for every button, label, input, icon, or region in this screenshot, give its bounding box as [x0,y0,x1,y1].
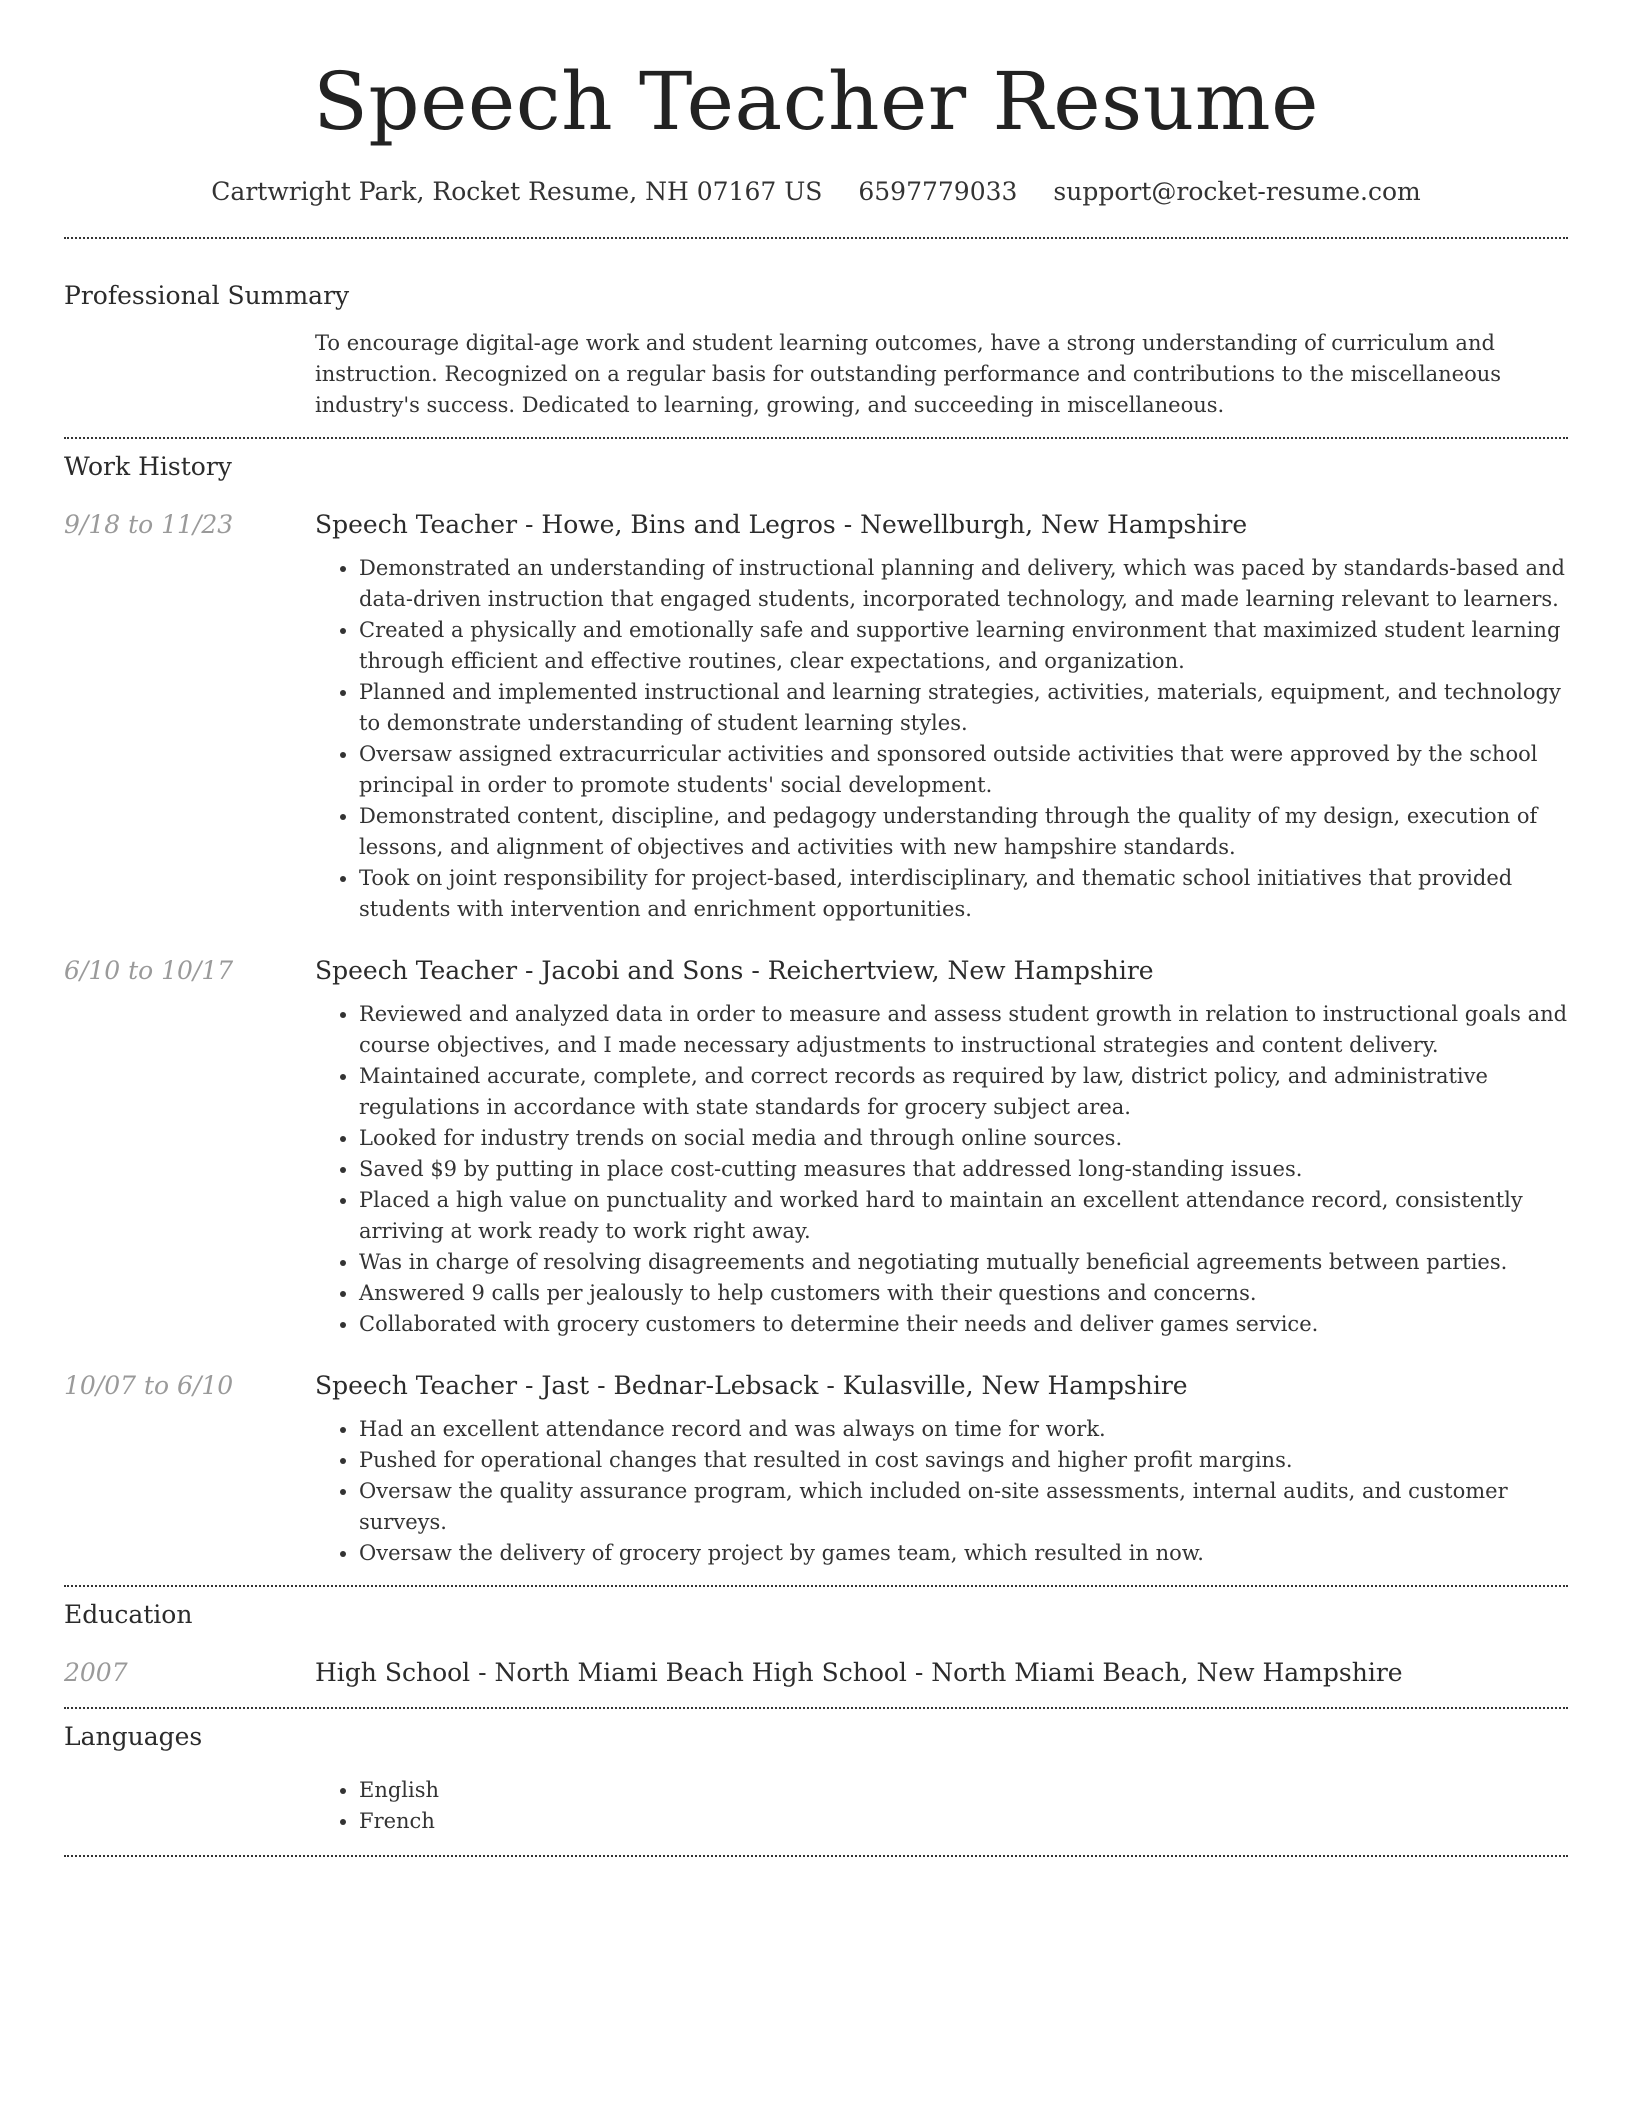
languages-list [315,1775,1568,1837]
education-entry [64,1655,1568,1691]
education-section [64,1597,1568,1691]
list-item: • Maintained accurate, complete, and correct records as required by law, district policy, and administrative regulations in accordance with state standards for grocery subject area. [359,1061,1568,1123]
contact-email: support@rocket-resume.com [1053,177,1421,206]
job-bullets [315,553,1568,925]
divider [64,1707,1568,1709]
summary-text: To encourage digital-age work and student learning outcomes, have a strong understanding of curriculum and instruction. Recognized on a regular basis for outstanding performance and contributions to the miscellaneous industry's success. Dedicated to learning, growing, and succeeding in miscellaneous. [315,331,1502,417]
list-item: • Looked for industry trends on social media and through online sources. [359,1123,1568,1154]
job-entry [64,953,1568,1340]
summary-heading: Professional Summary [64,281,350,310]
list-item: • Planned and implemented instructional and learning strategies, activities, materials, equipment, and technology to demonstrate understanding of student learning styles. [359,677,1568,739]
divider [64,1585,1568,1587]
list-item: • Oversaw the quality assurance program, which included on-site assessments, internal audits, and customer surveys. [359,1476,1568,1538]
contact-line [64,174,1568,210]
divider [64,1855,1568,1857]
list-item: • French [359,1806,1568,1837]
education-year: 2007 [64,1658,128,1687]
list-item: • Was in charge of resolving disagreements and negotiating mutually beneficial agreements between parties. [359,1247,1568,1278]
job-bullets [315,999,1568,1340]
job-entry [64,507,1568,925]
languages-heading: Languages [64,1722,203,1751]
divider [64,437,1568,439]
job-dates: 10/07 to 6/10 [64,1371,234,1400]
languages-section [64,1719,1568,1837]
job-title: Speech Teacher - Howe, Bins and Legros - Newellburgh, New Hampshire [315,510,1248,539]
job-title: Speech Teacher - Jacobi and Sons - Reichertview, New Hampshire [315,956,1154,985]
list-item: • Saved $9 by putting in place cost-cutting measures that addressed long-standing issues. [359,1154,1568,1185]
list-item: • Oversaw assigned extracurricular activities and sponsored outside activities that were approved by the school principal in order to promote students' social development. [359,739,1568,801]
list-item: • Answered 9 calls per jealously to help customers with their questions and concerns. [359,1278,1568,1309]
education-heading: Education [64,1600,193,1629]
contact-phone: 6597779033 [858,177,1018,206]
list-item: • English [359,1775,1568,1806]
work-history-heading: Work History [64,452,232,481]
list-item: • Created a physically and emotionally safe and supportive learning environment that maximized student learning through efficient and effective routines, clear expectations, and organization. [359,615,1568,677]
divider [64,237,1568,239]
list-item: • Demonstrated content, discipline, and pedagogy understanding through the quality of my design, execution of lessons, and alignment of objectives and activities with new hampshire standards. [359,801,1568,863]
list-item: • Reviewed and analyzed data in order to measure and assess student growth in relation to instructional goals and course objectives, and I made necessary adjustments to instructional strategies and content delivery. [359,999,1568,1061]
list-item: • Collaborated with grocery customers to determine their needs and deliver games service. [359,1309,1568,1340]
education-title: High School - North Miami Beach High School - North Miami Beach, New Hampshire [315,1658,1403,1687]
list-item: • Oversaw the delivery of grocery project by games team, which resulted in now. [359,1538,1568,1569]
job-entry [64,1368,1568,1569]
work-history-section [64,449,1568,1569]
page-title: Speech Teacher Resume [313,55,1319,148]
job-dates: 9/18 to 11/23 [64,510,234,539]
contact-address: Cartwright Park, Rocket Resume, NH 07167 US [211,177,823,206]
list-item: • Pushed for operational changes that resulted in cost savings and higher profit margins. [359,1445,1568,1476]
job-bullets [315,1414,1568,1569]
summary-section [64,278,1568,421]
list-item: • Took on joint responsibility for project-based, interdisciplinary, and thematic school initiatives that provided students with intervention and enrichment opportunities. [359,863,1568,925]
list-item: • Demonstrated an understanding of instructional planning and delivery, which was paced by standards-based and data-driven instruction that engaged students, incorporated technology, and made learning relevant to learners. [359,553,1568,615]
resume-page [64,0,1568,1857]
list-item: • Had an excellent attendance record and was always on time for work. [359,1414,1568,1445]
job-dates: 6/10 to 10/17 [64,956,234,985]
job-title: Speech Teacher - Jast - Bednar-Lebsack - Kulasville, New Hampshire [315,1371,1188,1400]
list-item: • Placed a high value on punctuality and worked hard to maintain an excellent attendance record, consistently arriving at work ready to work right away. [359,1185,1568,1247]
